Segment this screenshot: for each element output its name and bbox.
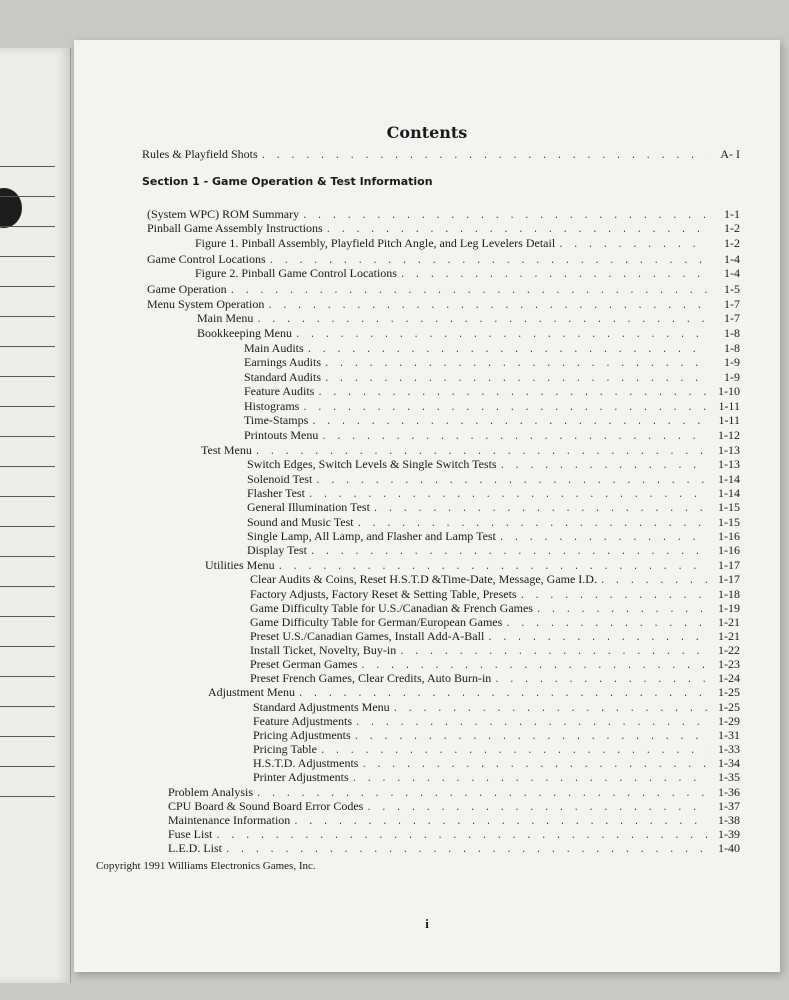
toc-entry-label: Rules & Playfield Shots [142,147,258,161]
toc-entry-page: 1-16 [718,529,740,543]
toc-entry [244,428,740,444]
toc-entry-page: 1-35 [718,770,740,784]
toc-entry-page: 1-8 [724,341,740,355]
toc-entry-label: Flasher Test [247,486,305,500]
toc-entry-label: Time-Stamps [244,413,309,427]
binder-tab [0,188,22,228]
toc-entry-page: 1-36 [718,785,740,799]
toc-entry-label: Factory Adjusts, Factory Reset & Setting Table, Presets [250,587,517,601]
toc-entry-label: Preset German Games [250,657,358,671]
toc-entry-page: 1-33 [718,742,740,756]
toc-entry-label: Earnings Audits [244,355,321,369]
toc-entry-page: 1-11 [718,413,740,427]
dot-leader [326,223,707,237]
toc-entry-label: CPU Board & Sound Board Error Codes [168,799,364,813]
toc-entry [147,282,740,298]
toc-entry-label: Install Ticket, Novelty, Buy-in [250,643,397,657]
toc-entry [197,326,740,342]
toc-entry-label: Preset French Games, Clear Credits, Auto Burn-in [250,671,492,685]
toc-entry-page: 1-34 [718,756,740,770]
toc-entry-page: 1-4 [724,266,740,280]
toc-entry-label: H.S.T.D. Adjustments [253,756,359,770]
toc-entry-label: General Illumination Test [247,500,370,514]
toc-entry [250,572,740,588]
toc-entry-label: (System WPC) ROM Summary [147,207,300,221]
toc-entry-page: 1-38 [718,813,740,827]
toc-entry-label: Figure 1. Pinball Assembly, Playfield Pitch Angle, and Leg Levelers Detail [195,236,556,250]
toc-entry-page: 1-7 [724,297,740,311]
toc-entry-page: 1-31 [718,728,740,742]
toc-entry-label: Bookkeeping Menu [197,326,292,340]
toc-entry-page: 1-14 [718,486,740,500]
toc-entry-label: Standard Adjustments Menu [253,700,390,714]
toc-entry-page: 1-12 [718,428,740,442]
toc-entry-label: Menu System Operation [147,297,265,311]
toc-entry-page: 1-7 [724,311,740,325]
toc-entry-page: 1-29 [718,714,740,728]
toc-entry-label: Adjustment Menu [208,685,295,699]
dot-leader [256,313,707,327]
toc-entry-page: 1-13 [718,457,740,471]
toc-entry-label: Game Difficulty Table for U.S./Canadian & French Games [250,601,533,615]
section-heading: Section 1 - Game Operation & Test Information [142,175,433,188]
toc-entry-page: 1-8 [724,326,740,340]
dot-leader [298,687,707,701]
toc-entry-label: Pricing Table [253,742,317,756]
toc-entry-label: Utilities Menu [205,558,275,572]
toc-entry [244,384,740,400]
toc-entry-label: Feature Adjustments [253,714,352,728]
toc-entry-label: Standard Audits [244,370,321,384]
toc-entry-label: Figure 2. Pinball Game Control Locations [195,266,397,280]
toc-entry-label: Pinball Game Assembly Instructions [147,221,323,235]
toc-entry-page: 1-18 [718,587,740,601]
toc-entry-page: 1-10 [718,384,740,398]
toc-entry [247,543,740,559]
page-title: Contents [386,123,468,142]
toc-entry-page: 1-22 [718,643,740,657]
dot-leader [311,415,707,429]
toc-entry-label: Switch Edges, Switch Levels & Single Switch Tests [247,457,497,471]
toc-entry [142,147,740,163]
toc-entry-page: 1-13 [718,443,740,457]
dot-leader [261,149,707,163]
toc-entry [253,770,740,786]
toc-entry [247,457,740,473]
toc-entry-label: Sound and Music Test [247,515,354,529]
toc-entry-page: 1-21 [718,629,740,643]
toc-entry [247,500,740,516]
toc-entry-page: 1-37 [718,799,740,813]
toc-entry-page: 1-39 [718,827,740,841]
toc-entry-page: 1-1 [724,207,740,221]
toc-entry-label: Histograms [244,399,300,413]
toc-entry [244,413,740,429]
dot-leader [558,238,707,252]
toc-entry [195,236,740,252]
toc-entry-page: 1-11 [718,399,740,413]
toc-entry-page: 1-25 [718,685,740,699]
dot-leader [373,502,707,516]
toc-entry-label: Fuse List [168,827,213,841]
dot-leader [230,284,707,298]
toc-entry [147,221,740,237]
toc-entry [244,355,740,371]
toc-entry-label: Single Lamp, All Lamp, and Flasher and Lamp Test [247,529,496,543]
toc-entry-label: Game Difficulty Table for German/European Games [250,615,503,629]
toc-entry-page: 1-19 [718,601,740,615]
toc-entry-page: 1-17 [718,558,740,572]
toc-entry-label: Printouts Menu [244,428,319,442]
dot-leader [317,386,707,400]
toc-entry-page: 1-4 [724,252,740,266]
toc-entry-page: 1-17 [718,572,740,586]
dot-leader [321,430,707,444]
toc-entry-page: 1-2 [724,221,740,235]
toc-entry-label: Feature Audits [244,384,315,398]
toc-entry [197,311,740,327]
toc-entry [208,685,740,701]
contents-page [74,40,780,972]
toc-entry-page: 1-15 [718,500,740,514]
toc-entry-label: Main Menu [197,311,254,325]
toc-entry-page: 1-40 [718,841,740,855]
toc-entry-label: Main Audits [244,341,304,355]
toc-entry-label: L.E.D. List [168,841,222,855]
page-number: i [425,916,429,931]
toc-entry-label: Clear Audits & Coins, Reset H.S.T.D &Time-Date, Message, Game I.D. [250,572,597,586]
toc-entry-page: 1-21 [718,615,740,629]
toc-entry [168,841,740,857]
toc-entry-page: 1-14 [718,472,740,486]
toc-entry-label: Preset U.S./Canadian Games, Install Add-A-Ball [250,629,485,643]
facing-page-edge [0,48,71,983]
toc-entry-page: 1-23 [718,657,740,671]
toc-entry-label: Test Menu [201,443,252,457]
toc-entry-label: Printer Adjustments [253,770,349,784]
toc-entry-page: 1-15 [718,515,740,529]
toc-entry-label: Solenoid Test [247,472,313,486]
toc-entry-label: Maintenance Information [168,813,291,827]
dot-leader [310,545,707,559]
dot-leader [295,328,707,342]
toc-entry-label: Problem Analysis [168,785,254,799]
toc-entry-page: 1-9 [724,355,740,369]
toc-entry-page: 1-9 [724,370,740,384]
toc-entry-page: 1-24 [718,671,740,685]
dot-leader [352,772,707,786]
dot-leader [600,574,707,588]
toc-entry-page: 1-25 [718,700,740,714]
toc-entry-label: Game Operation [147,282,227,296]
toc-entry-label: Pricing Adjustments [253,728,351,742]
dot-leader [500,459,707,473]
dot-leader [400,268,707,282]
toc-entry-page: 1-2 [724,236,740,250]
toc-entry-page: A- I [720,147,740,161]
dot-leader [324,357,707,371]
toc-entry-label: Game Control Locations [147,252,266,266]
toc-entry-page: 1-16 [718,543,740,557]
copyright-notice: Copyright 1991 Williams Electronics Games, Inc. [96,860,316,872]
toc-entry-label: Display Test [247,543,307,557]
toc-entry-page: 1-5 [724,282,740,296]
toc-entry [195,266,740,282]
dot-leader [225,843,707,857]
